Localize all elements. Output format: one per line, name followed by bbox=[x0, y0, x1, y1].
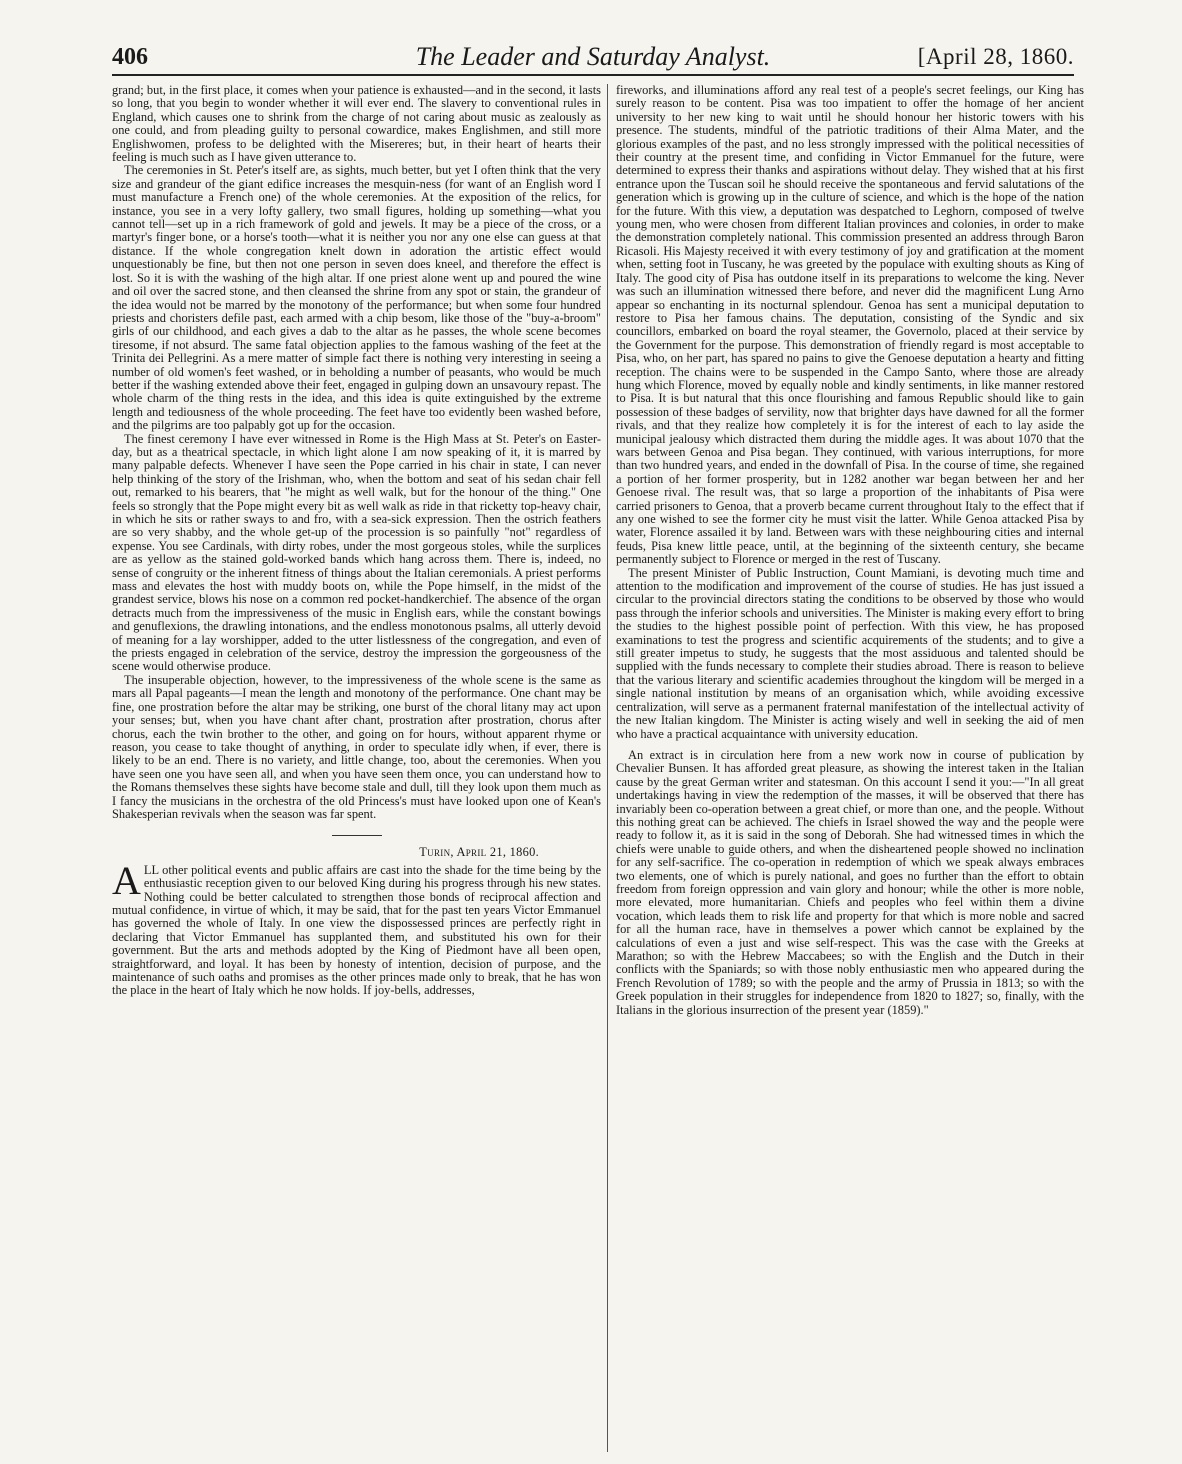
paragraph-text: LL other political events and public affairs are cast into the shade for the time being by the enthusiastic reception given to our beloved King during his progress through his new states. Nothing could be better calculated to strengthen those bonds of reciprocal affection and mutual confidence, in virtue of which, it may be said, that for the past ten years Victor Emmanuel has governed the whole of Italy. In one view the dispossessed princes are perfectly right in declaring that Victor Emmanuel has supplanted them, and substituted his own for their government. But the arts and methods adopted by the King of Piedmont have all been open, straightforward, and loyal. It has been by honesty of intention, decision of purpose, and the maintenance of such oaths and promises as the other princes made only to break, that he has won the place in the heart of Italy which he now holds. If joy-bells, addresses, bbox=[112, 862, 601, 998]
right-column bbox=[616, 84, 1084, 1454]
dateline: Turin, April 21, 1860. bbox=[419, 845, 539, 860]
section-separator bbox=[332, 835, 382, 836]
masthead bbox=[112, 40, 1074, 76]
publication-title: The Leader and Saturday Analyst. bbox=[415, 42, 771, 71]
left-column bbox=[112, 84, 601, 1454]
page-number: 406 bbox=[112, 44, 148, 70]
article-paragraph: The ceremonies in St. Peter's itself are, as sights, much better, but yet I often think that the very size and grandeur of the giant edifice increases the mesquin-ness (for want of an English word I must manufacture a French one) of the whole ceremonies. At the exposition of the relics, for instance, you see in a very lofty gallery, two small figures, holding up something—what you cannot tell—set up in a rich framework of gold and jewels. It may be a piece of the cross, or a martyr's finger bone, or a horse's tooth—what it is neither you nor any one else can guess at that distance. If the whole congregation knelt down in adoration the artistic effect would unquestionably be fine, but then not one person in seven does kneel, and therefore the effect is lost. So it is with the washing of the high altar. If one priest alone went up and poured the wine and oil over the sacred stone, and then cleansed the shrine from any spot or stain, the grandeur of the idea would not be marred by the monotony of the performance; but when some four hundred priests and choristers defile past, each armed with a chip besom, like those of the "buy-a-broom" girls of our childhood, and each gives a dab to the altar as he passes, the whole scene becomes tiresome, if not absurd. The same fatal objection applies to the famous washing of the feet at the Trinita dei Pellegrini. As a mere matter of simple fact there is nothing very interesting in seeing a number of old women's feet washed, or in beholding a number of peasants, who would be much better if the washing extended above their feet, engaged in gulping down an unsavoury repast. The whole charm of the thing rests in the idea, and this idea is quite extinguished by the extreme length and tediousness of the whole proceeding. The feet have too evidently been washed before, and the pilgrims are too palpably got up for the occasion. bbox=[112, 163, 601, 433]
article-paragraph: fireworks, and illuminations afford any real test of a people's secret feelings, our King has surely reason to be content. Pisa was too impatient to offer the homage of her ancient university to her new king to wait until he should honour her historic towers with his presence. The students, mindful of the patriotic traditions of their Alma Mater, and the glorious examples of the past, and no less strongly impressed with the political necessities of their country at the present time, and confiding in Victor Emmanuel for the future, were determined to express their thanks and aspirations without delay. They wished that at his first entrance upon the Tuscan soil he should receive the spontaneous and fervid salutations of the generation which is growing up in the culture of science, and which is the hope of the nation for the future. With this view, a deputation was despatched to Leghorn, composed of twelve young men, who were chosen from different Italian provinces and colonies, in order to make the demonstration completely national. This commission presented an address through Baron Ricasoli. His Majesty received it with every testimony of joy and gratification at the moment when, setting foot in Tuscany, he was greeted by the populace with exulting shouts as King of Italy. The good city of Pisa has outdone itself in its preparations to welcome the king. Never was such an illumination witnessed there before, and never did the magnificent Lung Arno appear so enchanting in its nocturnal splendour. Genoa has sent a municipal deputation to restore to Pisa her famous chains. The deputation, consisting of the Syndic and six councillors, embarked on board the royal steamer, the Governolo, placed at their service by the Government for the purpose. This demonstration of friendly regard is most acceptable to Pisa, who, on her part, has spared no pains to give the Genoese deputation a hearty and fitting reception. The chains were to be suspended in the Campo Santo, where those are already hung which Florence, moved by equally noble and kindly sentiments, in like manner restored to Pisa. It is but natural that this once flourishing and famous Republic should like to gain possession of these badges of servility, now that brighter days have dawned for all the former rivals, and that they realize how completely it is for the interest of each to lay aside the municipal jealousy which distracted them during the middle ages. It was about 1070 that the wars between Genoa and Pisa began. They continued, with various interruptions, for more than two hundred years, and ended in the downfall of Pisa. In the course of time, she regained a portion of her former prosperity, but in 1282 another war began between her and her Genoese rival. The result was, that so large a proportion of the inhabitants of Pisa were carried prisoners to Genoa, that a proverb became current throughout Italy to the effect that if any one wished to see the former city he must visit the latter. While Genoa attacked Pisa by water, Florence assailed it by land. Between wars with these neighbouring cities and internal feuds, Pisa knew little peace, until, at the beginning of the sixteenth century, she became permanently subject to Florence or merged in the rest of Tuscany. bbox=[616, 84, 1084, 567]
article-paragraph: The insuperable objection, however, to the impressiveness of the whole scene is the same as mars all Papal pageants—I mean the length and monotony of the performance. One chant may be fine, one prostration before the altar may be striking, one burst of the choral litany may act upon your senses; but, when you have chant after chant, prostration after prostration, chorus after chorus, each the twin brother to the other, and going on for hours, without apparent rhyme or reason, you cease to take thought of anything, in order to speculate idly when, if ever, there is likely to be an end. There is no variety, and little change, too, about the ceremonies. When you have seen one you have seen all, and when you have seen them once, you can understand how to the Romans themselves these sights have become stale and dull, till they look upon them much as I fancy the musicians in the orchestra of the old Princess's must have looked upon one of Kean's Shakesperian revivals when the season was far spent. bbox=[112, 672, 601, 821]
issue-date: [April 28, 1860. bbox=[917, 44, 1074, 69]
article-paragraph bbox=[112, 857, 601, 998]
article-paragraph: grand; but, in the first place, it comes when your patience is exhausted—and in the second, it lasts so long, that you begin to wonder whether it will ever end. The slavery to conventional rules in England, which causes one to shrink from the charge of not caring about music as zealously as one could, and from pleading guilty to personal cowardice, makes Englishmen, and still more Englishwomen, profess to be delighted with the Misereres; but, in their heart of hearts their feeling is much such as I have given utterance to. bbox=[112, 84, 601, 165]
drop-cap: A bbox=[112, 857, 141, 903]
article-paragraph: The present Minister of Public Instruction, Count Mamiani, is devoting much time and attention to the modification and improvement of the course of studies. He has just issued a circular to the provincial directors stating the conditions to be observed by those who would pass through the inferior schools and universities. The Minister is making every effort to bring the studies to the highest possible point of perfection. With this view, he has proposed examinations to test the progress and scientific acquirements of the students; and to give a still greater impetus to study, he suggests that the most assiduous and talented should be supplied with the funds necessary to complete their studies abroad. There is reason to believe that the various literary and scientific academies throughout the kingdom will be merged in a single national institution by means of an organisation which, while avoiding excessive centralization, will serve as a permanent fraternal manifestation of the intellectual activity of the new Italian kingdom. The Minister is acting wisely and well in seeking the aid of men who have a practical acquaintance with university education. bbox=[616, 565, 1084, 741]
article-paragraph: An extract is in circulation here from a new work now in course of publication by Chevalier Bunsen. It has afforded great pleasure, as showing the interest taken in the Italian cause by the great German writer and statesman. On this account I send it you:—"In all great undertakings having in view the redemption of the masses, it will be observed that there has invariably been co-operation between a great chief, or more than one, and the people. Without this nothing great can be achieved. The chiefs in Israel showed the way and the people were ready to follow it, as it is said in the song of Deborah. She had witnessed times in which the chiefs were unable to guide others, and when the disheartened people showed no inclination for any self-sacrifice. The co-operation in redemption of which we speak always embraces two elements, one of which is purely national, and goes no further than the effort to obtain freedom from foreign oppression and vain glory and honour; while the other is more noble, more elevated, more humanitarian. Chiefs and peoples who feel within them a divine vocation, which leads them to risk life and property for that which is more noble and sacred for all the human race, have in themselves a power which cannot be explained by the calculations of even a just and wise self-respect. This was the case with the Greeks at Marathon; so with the Hebrew Maccabees; so with the English and the Dutch in their conflicts with the Spaniards; so with those nobly enthusiastic men who appeared during the French Revolution of 1789; so with the people and the army of Prussia in 1813; so with the Greek population in their struggles for independence from 1820 to 1827; so, finally, with the Italians in the glorious insurrection of the present year (1859)." bbox=[616, 747, 1084, 1017]
article-paragraph: The finest ceremony I have ever witnessed in Rome is the High Mass at St. Peter's on Easter-day, but as a theatrical spectacle, in which light alone I am now speaking of it, it is marred by many palpable defects. Whenever I have seen the Pope carried in his chair in state, I can never help thinking of the story of the Irishman, who, when the bottom and seat of his sedan chair fell out, remarked to his bearers, that "he might as well walk, but for the honour of the thing." One feels so strongly that the Pope might every bit as well walk as ride in that ricketty top-heavy chair, in which he sits or rather sways to and fro, with a sea-sick expression. Then the ostrich feathers are so very shabby, and the whole get-up of the procession is so painfully "not" regardless of expense. You see Cardinals, with dirty robes, under the most gorgeous stoles, while the surplices are as yellow as the stained gold-worked bands which hang across them. There is, indeed, no sense of congruity or the inherent fitness of things about the Italian ceremonials. A priest performs mass and elevates the host with muddy boots on, while the Pope himself, in the midst of the grandest service, blows his nose on a common red pocket-handkerchief. The absence of the organ detracts much from the impressiveness of the music in English ears, while the constant bowings and genuflexions, the drawling intonations, and the endless monotonous psalms, all utterly devoid of meaning for a lay worshipper, added to the utter listlessness of the congregation, and even of the priests engaged in celebration of the service, destroy the impression the gorgeousness of the scene would otherwise produce. bbox=[112, 431, 601, 674]
column-divider bbox=[607, 84, 608, 1452]
